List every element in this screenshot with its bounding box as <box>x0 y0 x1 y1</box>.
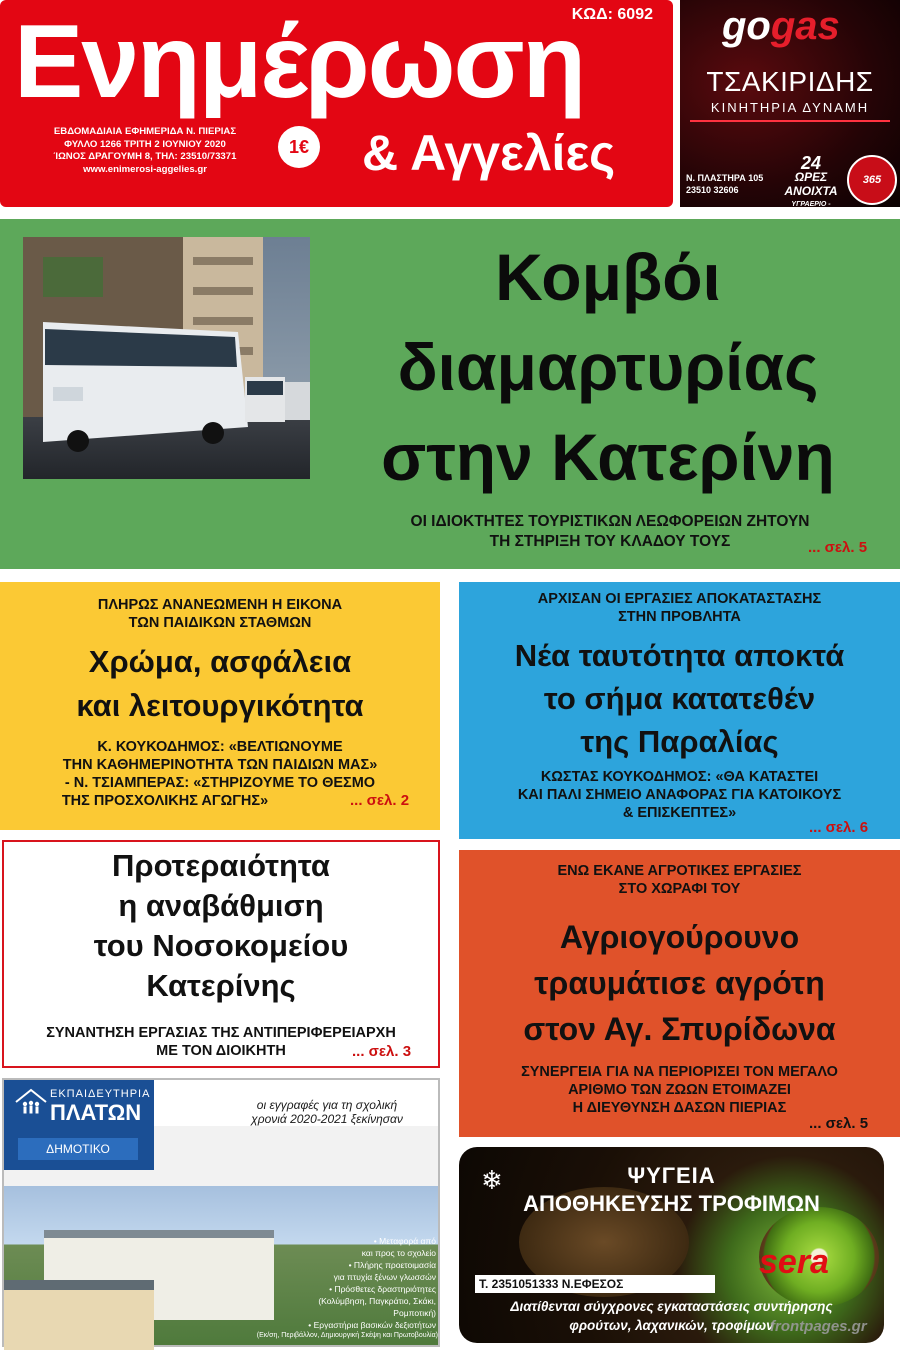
masthead-info <box>20 126 270 176</box>
platon-name: ΠΛΑΤΩΝ <box>50 1100 142 1125</box>
boar-kicker-line: ΕΝΩ ΕΚΑΝΕ ΑΓΡΟΤΙΚΕΣ ΕΡΓΑΣΙΕΣ <box>557 863 802 879</box>
beach-page-ref[interactable]: ... σελ. 6 <box>809 819 869 836</box>
boar-page-ref[interactable]: ... σελ. 5 <box>809 1115 869 1132</box>
gogas-hours <box>776 153 846 226</box>
gogas-address-line: Ν. ΠΛΑΣΤΗΡΑ 105 <box>686 173 764 183</box>
platon-feature: • Εργαστήρια βασικών δεξιοτήτων <box>308 1320 436 1330</box>
ad-fridge[interactable] <box>459 1147 884 1343</box>
gogas-hours-number: 24 <box>800 153 822 173</box>
boar-kicker-line: ΣΤΟ ΧΩΡΑΦΙ ΤΟΥ <box>618 881 741 897</box>
beach-sub-line: & ΕΠΙΣΚΕΠΤΕΣ» <box>622 805 737 821</box>
platon-enrollment <box>218 1098 436 1126</box>
masthead-info-line: ΕΒΔΟΜΑΔΙΑΙΑ ΕΦΗΜΕΡΙΔΑ Ν. ΠΙΕΡΙΑΣ <box>53 126 237 137</box>
beach-kicker-line: ΣΤΗΝ ΠΡΟΒΛΗΤΑ <box>618 609 741 625</box>
platon-feature: και προς το σχολείο <box>361 1248 436 1258</box>
hospital-headline[interactable] <box>4 846 438 1006</box>
boar-headline-line: Αγριογούρουνο <box>559 919 800 955</box>
nurseries-kicker-line: ΠΛΗΡΩΣ ΑΝΑΝΕΩΜΕΝΗ Η ΕΙΚΟΝΑ <box>97 597 343 613</box>
masthead <box>0 0 673 207</box>
nurseries-sub-line: ΤΗΝ ΚΑΘΗΜΕΡΙΝΟΤΗΤΑ ΤΩΝ ΠΑΙΔΙΩΝ ΜΑΣ» <box>62 757 378 773</box>
fridge-phone: Τ. 2351051333 Ν.ΕΦΕΣΟΣ <box>475 1275 715 1293</box>
main-headline-line: Κομβόι <box>495 240 721 314</box>
platon-feature: • Μεταφορά από <box>373 1236 436 1246</box>
gogas-slogan: ΚΙΝΗΤΗΡΙΑ ΔΥΝΑΜΗ <box>710 100 870 115</box>
ad-gogas[interactable] <box>680 0 900 207</box>
fridge-description-line: Διατίθενται σύγχρονες εγκαταστάσεις συντήρησης <box>510 1299 833 1314</box>
platon-feature: για πτυχία ξένων γλωσσών <box>333 1272 436 1282</box>
platon-school-wing <box>4 1280 154 1350</box>
beach-headline-line: Νέα ταυτότητα αποκτά <box>514 638 845 673</box>
platon-enrollment-line: χρονιά 2020-2021 ξεκίνησαν <box>251 1112 403 1126</box>
hospital-headline-line: Κατερίνης <box>146 968 296 1003</box>
story-beach[interactable] <box>459 582 900 839</box>
beach-kicker-line: ΑΡΧΙΣΑΝ ΟΙ ΕΡΓΑΣΙΕΣ ΑΠΟΚΑΤΑΣΤΑΣΗΣ <box>537 591 822 607</box>
boar-headline-line: τραυμάτισε αγρότη <box>534 965 825 1001</box>
platon-feature: • Πρόσθετες δραστηριότητες <box>329 1284 436 1294</box>
newspaper-subtitle: & Αγγελίες <box>362 125 616 181</box>
nurseries-headline[interactable] <box>0 640 440 728</box>
beach-headline-line: της Παραλίας <box>580 724 779 759</box>
main-subheading-line: ΤΗ ΣΤΗΡΙΞΗ ΤΟΥ ΚΛΑΔΟΥ ΤΟΥΣ <box>489 533 731 550</box>
bus-photo-image <box>23 237 310 479</box>
boar-sub-line: ΣΥΝΕΡΓΕΙΑ ΓΙΑ ΝΑ ΠΕΡΙΟΡΙΣΕΙ ΤΟΝ ΜΕΓΑΛΟ <box>521 1064 838 1080</box>
boar-headline[interactable] <box>459 914 900 1052</box>
gogas-logo <box>722 4 840 49</box>
boar-kicker <box>459 862 900 898</box>
gogas-name: ΤΣΑΚΙΡΙΔΗΣ <box>706 66 874 97</box>
nurseries-headline-line: Χρώμα, ασφάλεια <box>88 644 352 679</box>
hospital-headline-line: η αναβάθμιση <box>118 888 324 923</box>
platon-pre: ΕΚΠΑΙΔΕΥΤΗΡΙΑ <box>50 1088 151 1100</box>
platon-footnote: (Εκ/ση, Περιβάλλον, Δημιουργική Σκέψη και Πρωτοβουλία) <box>256 1332 438 1339</box>
beach-sub-line: ΚΩΣΤΑΣ ΚΟΥΚΟΔΗΜΟΣ: «ΘΑ ΚΑΤΑΣΤΕΙ <box>540 769 819 785</box>
beach-headline[interactable] <box>459 634 900 763</box>
beach-kicker <box>459 590 900 626</box>
masthead-info-line: ΦΥΛΛΟ 1266 ΤΡΙΤΗ 2 ΙΟΥΝΙΟΥ 2020 <box>64 138 226 150</box>
newspaper-title: Ενημέρωση <box>14 4 585 120</box>
watermark: frontpages.gr <box>770 1318 867 1335</box>
gogas-hours-services: ΥΓΡΑΕΡΙΟ - <box>791 201 831 208</box>
platon-features <box>284 1235 436 1331</box>
ad-platon[interactable] <box>2 1078 440 1347</box>
main-subheading <box>360 512 860 552</box>
sera-logo: sera <box>759 1243 829 1281</box>
nurseries-sub-line: ΤΗΣ ΠΡΟΣΧΟΛΙΚΗΣ ΑΓΩΓΗΣ» <box>61 793 269 809</box>
nurseries-kicker-line: ΤΩΝ ΠΑΙΔΙΚΩΝ ΣΤΑΘΜΩΝ <box>128 615 312 631</box>
nurseries-headline-line: και λειτουργικότητα <box>76 688 364 723</box>
boar-sub <box>459 1063 900 1117</box>
fridge-title-line: ΨΥΓΕΙΑ <box>627 1163 716 1188</box>
platon-enrollment-line: οι εγγραφές για τη σχολική <box>256 1098 398 1112</box>
hospital-page-ref[interactable]: ... σελ. 3 <box>352 1043 412 1060</box>
main-headline-line: στην Κατερίνη <box>381 420 835 494</box>
story-boar[interactable] <box>459 850 900 1137</box>
snowflake-icon: ❄ <box>481 1165 503 1195</box>
hospital-sub-line: ΜΕ ΤΟΝ ΔΙΟΙΚΗΤΗ <box>156 1043 286 1059</box>
gogas-divider <box>690 120 890 122</box>
beach-headline-line: το σήμα κατατεθέν <box>543 681 816 716</box>
story-hospital[interactable] <box>2 840 440 1068</box>
story-nurseries[interactable] <box>0 582 440 830</box>
platon-brand-panel <box>4 1080 154 1170</box>
gogas-logo-gas: gas <box>770 4 840 48</box>
fridge-title-line: ΑΠΟΘΗΚΕΥΣΗΣ ΤΡΟΦΙΜΩΝ <box>523 1191 820 1216</box>
nurseries-page-ref[interactable]: ... σελ. 2 <box>350 792 410 809</box>
nurseries-sub-line: Κ. ΚΟΥΚΟΔΗΜΟΣ: «ΒΕΛΤΙΩΝΟΥΜΕ <box>97 739 343 755</box>
gogas-365-badge: 365 <box>847 155 897 205</box>
nurseries-kicker <box>0 596 440 632</box>
gogas-address <box>686 172 776 196</box>
masthead-info-line: ΊΩΝΟΣ ΔΡΑΓΟΥΜΗ 8, ΤΗΛ: 23510/73371 <box>53 151 237 162</box>
main-headline[interactable] <box>318 232 898 502</box>
beach-sub <box>459 768 900 822</box>
platon-feature: • Πλήρης προετοιμασία <box>348 1260 436 1270</box>
masthead-website: www.enimerosi-aggelies.gr <box>83 163 207 175</box>
boar-headline-line: στον Αγ. Σπυρίδωνα <box>523 1011 836 1047</box>
main-headline-line: διαμαρτυρίας <box>397 330 819 404</box>
gogas-logo-go: go <box>722 4 771 48</box>
platon-feature: (Κολύμβηση, Παγκράτιο, Σκάκι, Ρομποτική) <box>318 1296 436 1318</box>
platon-level: ΔΗΜΟΤΙΚΟ <box>18 1138 138 1160</box>
issue-code: ΚΩΔ: 6092 <box>571 6 653 23</box>
bus-photo <box>23 237 310 479</box>
hospital-sub-line: ΣΥΝΑΝΤΗΣΗ ΕΡΓΑΣΙΑΣ ΤΗΣ ΑΝΤΙΠΕΡΙΦΕΡΕΙΑΡΧΗ <box>46 1025 396 1041</box>
main-subheading-line: ΟΙ ΙΔΙΟΚΤΗΤΕΣ ΤΟΥΡΙΣΤΙΚΩΝ ΛΕΩΦΟΡΕΙΩΝ ΖΗΤΟΥΝ <box>410 513 810 530</box>
boar-sub-line: ΑΡΙΘΜΟ ΤΩΝ ΖΩΩΝ ΕΤΟΙΜΑΖΕΙ <box>568 1082 791 1098</box>
gogas-hours-open: ΑΝΟΙΧΤΑ <box>784 184 838 198</box>
gogas-phone: 23510 32606 <box>686 185 739 195</box>
price-badge: 1€ <box>278 126 320 168</box>
boar-sub-line: Η ΔΙΕΥΘΥΝΣΗ ΔΑΣΩΝ ΠΙΕΡΙΑΣ <box>572 1100 787 1116</box>
fridge-description-line: φρούτων, λαχανικών, τροφίμων <box>569 1318 774 1333</box>
beach-sub-line: ΚΑΙ ΠΑΛΙ ΣΗΜΕΙΟ ΑΝΑΦΟΡΑΣ ΓΙΑ ΚΑΤΟΙΚΟΥΣ <box>517 787 842 803</box>
hospital-headline-line: Προτεραιότητα <box>112 848 330 883</box>
hospital-headline-line: του Νοσοκομείου <box>93 928 349 963</box>
main-page-ref[interactable]: ... σελ. 5 <box>808 539 868 556</box>
platon-logo-icon <box>14 1088 48 1116</box>
gogas-hours-label: ΩΡΕΣ <box>794 170 828 184</box>
nurseries-sub-line: - Ν. ΤΣΙΑΜΠΕΡΑΣ: «ΣΤΗΡΙΖΟΥΜΕ ΤΟ ΘΕΣΜΟ <box>64 775 376 791</box>
